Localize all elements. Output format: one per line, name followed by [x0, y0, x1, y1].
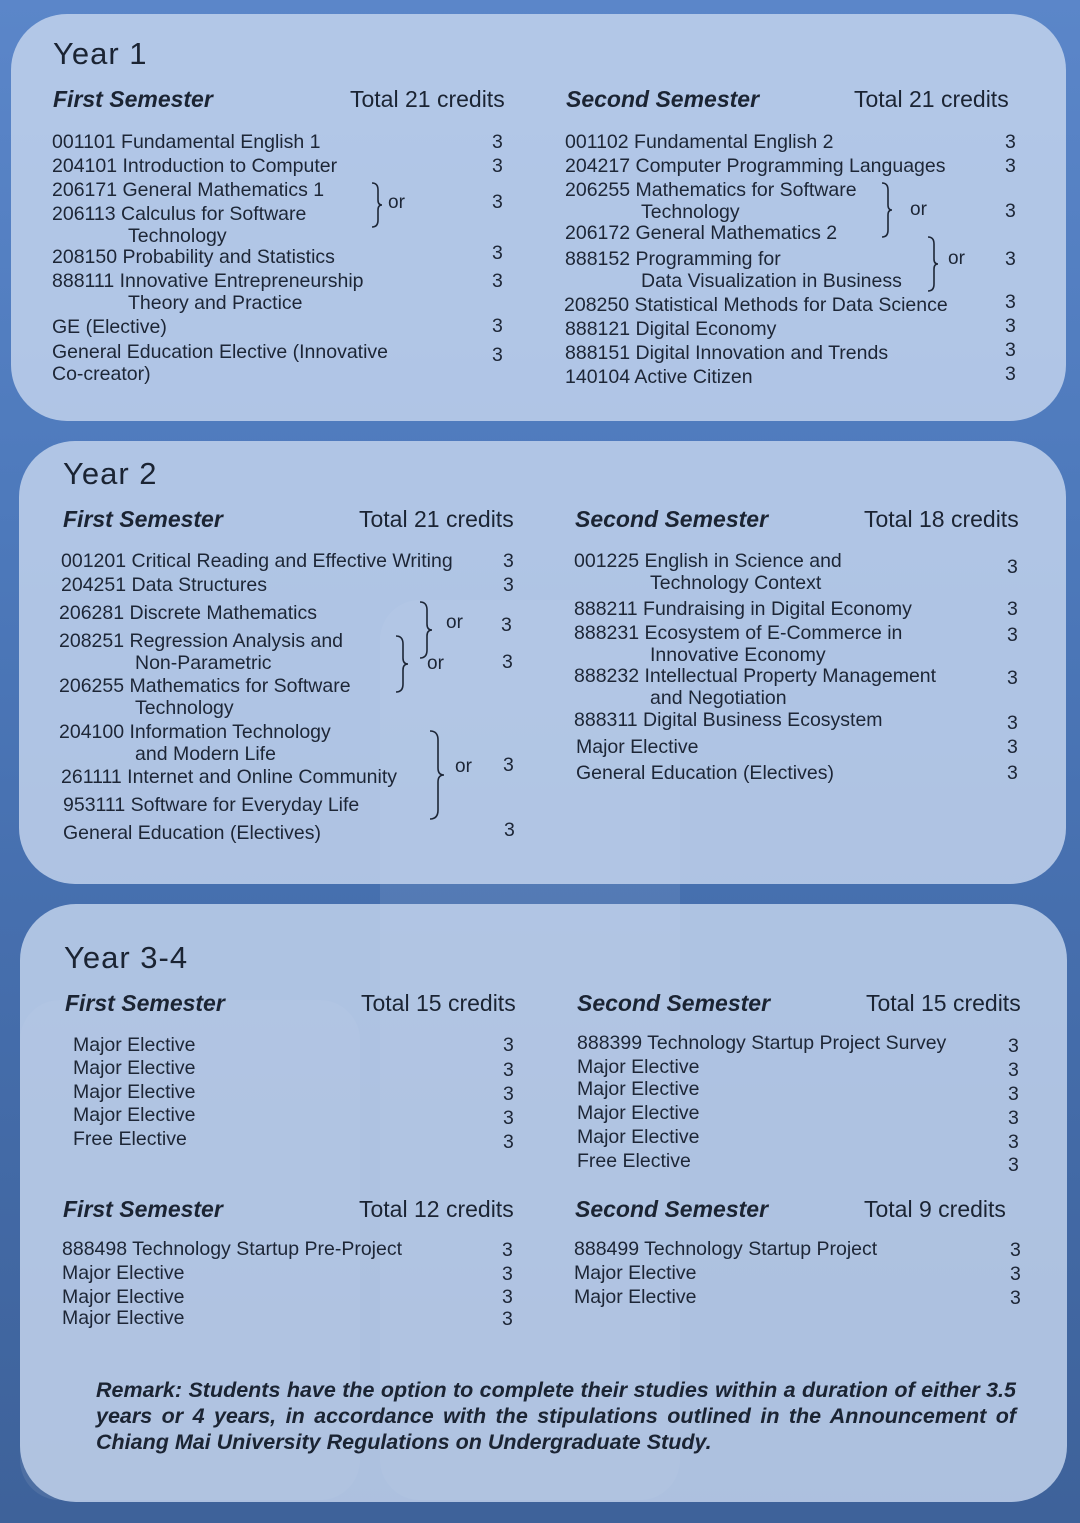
- credit: 3: [1007, 598, 1018, 620]
- course-line: 208251 Regression Analysis and: [59, 630, 344, 652]
- course-line: General Education (Electives): [63, 822, 321, 844]
- credit: 3: [1007, 712, 1018, 734]
- credit: 3: [1008, 1154, 1019, 1176]
- first-semester-heading: First Semester: [63, 1196, 223, 1222]
- right-brace-icon: [881, 182, 893, 238]
- course-line: 206255 Mathematics for Software: [565, 179, 857, 201]
- or-label: or: [910, 199, 927, 220]
- credit: 3: [1010, 1239, 1021, 1261]
- credit: 3: [492, 315, 503, 337]
- course-line: 204251 Data Structures: [61, 574, 267, 596]
- year-1-card: [11, 14, 1066, 421]
- credit: 3: [1005, 363, 1016, 385]
- course-line: Free Elective: [73, 1128, 187, 1150]
- course-line: 206172 General Mathematics 2: [565, 222, 838, 244]
- course-line: 953111 Software for Everyday Life: [63, 794, 360, 816]
- course-line: Major Elective: [577, 1102, 700, 1124]
- credit: 3: [503, 550, 514, 572]
- credit: 3: [1008, 1083, 1019, 1105]
- course-line: 888399 Technology Startup Project Survey: [577, 1032, 947, 1054]
- credit: 3: [1007, 556, 1018, 578]
- course-line: 206113 Calculus for Software: [52, 203, 307, 225]
- course-line: 001225 English in Science and: [574, 550, 842, 572]
- course-line: Major Elective: [73, 1057, 196, 1079]
- or-label: or: [446, 612, 463, 633]
- second-semester-total: Total 18 credits: [864, 506, 1019, 532]
- right-brace-icon: [419, 601, 433, 659]
- course-line: Major Elective: [574, 1262, 697, 1284]
- or-label: or: [455, 756, 472, 777]
- first-semester-heading: First Semester: [65, 990, 225, 1016]
- first-semester-heading: First Semester: [63, 506, 223, 532]
- credit: 3: [1005, 248, 1016, 270]
- credit: 3: [492, 155, 503, 177]
- first-semester-total: Total 21 credits: [359, 506, 514, 532]
- course-line: 204217 Computer Programming Languages: [565, 155, 946, 177]
- right-brace-icon: [371, 182, 383, 228]
- second-semester-heading: Second Semester: [575, 506, 769, 532]
- course-line: Major Elective: [577, 1078, 700, 1100]
- second-semester-total: Total 15 credits: [866, 990, 1021, 1016]
- credit: 3: [503, 1107, 514, 1129]
- credit: 3: [1005, 291, 1016, 313]
- course-line: Non-Parametric: [135, 652, 272, 674]
- course-line: 140104 Active Citizen: [565, 366, 753, 388]
- credit: 3: [492, 242, 503, 264]
- credit: 3: [492, 344, 503, 366]
- credit: 3: [503, 1131, 514, 1153]
- credit: 3: [1010, 1287, 1021, 1309]
- course-line: 001101 Fundamental English 1: [52, 131, 321, 153]
- course-line: Major Elective: [62, 1307, 185, 1329]
- first-semester-total: Total 15 credits: [361, 990, 516, 1016]
- second-semester-heading: Second Semester: [577, 990, 771, 1016]
- remark-text: Remark: Students have the option to complete their studies within a duration of either 3.5 years or 4 years, in accordance with the stipulations outlined in the Announcement of Chiang Mai University Regulations on Undergraduate Study.: [96, 1378, 1016, 1454]
- course-line: 204100 Information Technology: [59, 721, 331, 743]
- right-brace-icon: [927, 236, 939, 292]
- credit: 3: [502, 651, 513, 673]
- course-line: 888311 Digital Business Ecosystem: [574, 709, 883, 731]
- course-line: 204101 Introduction to Computer: [52, 155, 338, 177]
- course-line: 206281 Discrete Mathematics: [59, 602, 317, 624]
- second-semester-total: Total 9 credits: [864, 1196, 1006, 1222]
- course-line: 888232 Intellectual Property Management: [574, 665, 937, 687]
- course-line: and Negotiation: [650, 687, 787, 709]
- course-line: 888111 Innovative Entrepreneurship: [52, 270, 364, 292]
- course-line: 888498 Technology Startup Pre-Project: [62, 1238, 403, 1260]
- credit: 3: [1008, 1107, 1019, 1129]
- or-label: or: [427, 653, 444, 674]
- course-line: GE (Elective): [52, 316, 167, 338]
- second-semester-heading: Second Semester: [566, 86, 760, 112]
- credit: 3: [503, 574, 514, 596]
- course-line: Major Elective: [576, 736, 699, 758]
- course-line: Major Elective: [73, 1081, 196, 1103]
- credit: 3: [1007, 624, 1018, 646]
- course-line: and Modern Life: [135, 743, 276, 765]
- course-line: Technology: [128, 225, 227, 247]
- course-line: 888231 Ecosystem of E-Commerce in: [574, 622, 903, 644]
- year-2-card: [19, 441, 1066, 884]
- course-line: Data Visualization in Business: [641, 270, 902, 292]
- credit: 3: [1007, 667, 1018, 689]
- course-line: 001102 Fundamental English 2: [565, 131, 834, 153]
- right-brace-icon: [395, 635, 409, 693]
- credit: 3: [1007, 762, 1018, 784]
- credit: 3: [1010, 1263, 1021, 1285]
- credit: 3: [503, 1059, 514, 1081]
- right-brace-icon: [429, 730, 445, 820]
- course-line: Major Elective: [73, 1104, 196, 1126]
- or-label: or: [388, 192, 405, 213]
- credit: 3: [501, 614, 512, 636]
- course-line: Technology: [641, 201, 740, 223]
- course-line: General Education Elective (Innovative: [52, 341, 389, 363]
- course-line: General Education (Electives): [576, 762, 834, 784]
- credit: 3: [503, 1034, 514, 1056]
- course-line: 261111 Internet and Online Community: [61, 766, 398, 788]
- course-line: Co-creator): [52, 363, 151, 385]
- course-line: 206255 Mathematics for Software: [59, 675, 351, 697]
- year-title: Year 3-4: [64, 940, 189, 975]
- or-label: or: [948, 248, 965, 269]
- course-line: 888152 Programming for: [565, 248, 781, 270]
- credit: 3: [1005, 131, 1016, 153]
- course-line: Innovative Economy: [650, 644, 826, 666]
- credit: 3: [502, 1263, 513, 1285]
- credit: 3: [502, 1286, 513, 1308]
- first-semester-total: Total 21 credits: [350, 86, 505, 112]
- course-line: 888499 Technology Startup Project: [574, 1238, 878, 1260]
- credit: 3: [1007, 736, 1018, 758]
- credit: 3: [1005, 339, 1016, 361]
- course-line: Technology Context: [650, 572, 822, 594]
- course-line: Major Elective: [577, 1056, 700, 1078]
- course-line: 888211 Fundraising in Digital Economy: [574, 598, 912, 620]
- course-line: 001201 Critical Reading and Effective Writing: [61, 550, 453, 572]
- year-title: Year 2: [63, 456, 158, 491]
- course-line: Technology: [135, 697, 234, 719]
- credit: 3: [502, 1239, 513, 1261]
- course-line: 888151 Digital Innovation and Trends: [565, 342, 889, 364]
- course-line: 208250 Statistical Methods for Data Science: [564, 294, 948, 316]
- first-semester-total: Total 12 credits: [359, 1196, 514, 1222]
- credit: 3: [1005, 315, 1016, 337]
- credit: 3: [492, 191, 503, 213]
- credit: 3: [503, 754, 514, 776]
- credit: 3: [492, 270, 503, 292]
- credit: 3: [502, 1308, 513, 1330]
- course-line: Major Elective: [62, 1286, 185, 1308]
- credit: 3: [1005, 200, 1016, 222]
- course-line: Major Elective: [577, 1126, 700, 1148]
- course-line: 206171 General Mathematics 1: [52, 179, 325, 201]
- credit: 3: [1008, 1059, 1019, 1081]
- credit: 3: [1008, 1035, 1019, 1057]
- credit: 3: [1005, 155, 1016, 177]
- credit: 3: [492, 131, 503, 153]
- course-line: Major Elective: [574, 1286, 697, 1308]
- course-line: Major Elective: [62, 1262, 185, 1284]
- credit: 3: [503, 1083, 514, 1105]
- course-line: Free Elective: [577, 1150, 691, 1172]
- year-title: Year 1: [53, 36, 148, 71]
- credit: 3: [1008, 1131, 1019, 1153]
- credit: 3: [504, 819, 515, 841]
- course-line: 208150 Probability and Statistics: [52, 246, 335, 268]
- course-line: 888121 Digital Economy: [565, 318, 777, 340]
- first-semester-heading: First Semester: [53, 86, 213, 112]
- course-line: Major Elective: [73, 1034, 196, 1056]
- second-semester-total: Total 21 credits: [854, 86, 1009, 112]
- second-semester-heading: Second Semester: [575, 1196, 769, 1222]
- course-line: Theory and Practice: [128, 292, 303, 314]
